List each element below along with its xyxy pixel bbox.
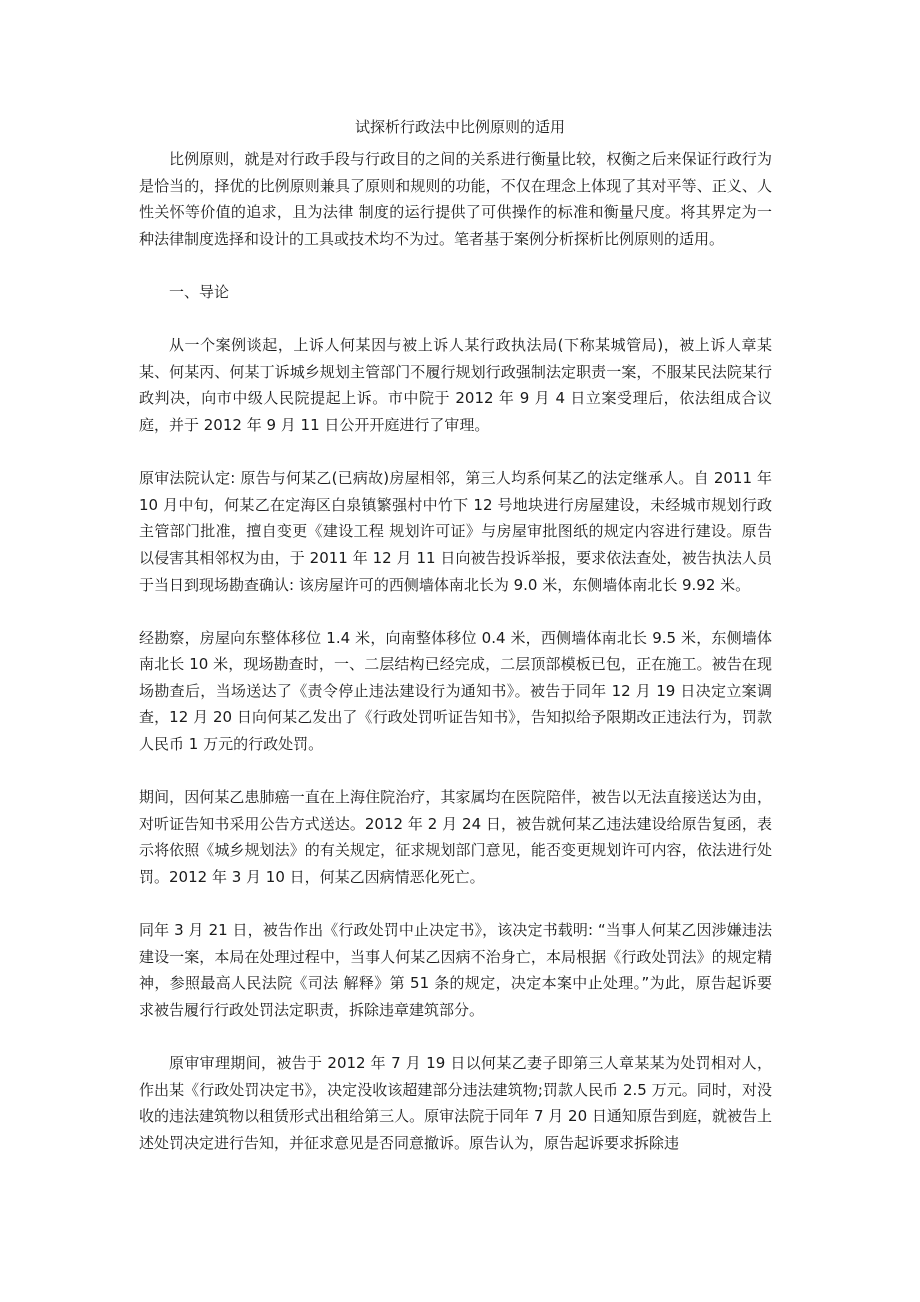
document-body xyxy=(139,146,772,1183)
section-heading-introduction: 一、导论 xyxy=(169,282,230,301)
paragraph-penalty-decision: 原审审理期间，被告于 2012 年 7 月 19 日以何某乙妻子即第三人章某某为处罚相对人，作出某《行政处罚决定书》，决定没收该超建部分违法建筑物;罚款人民币 2.5 万元。同时，对没收的违法建筑物以租赁形式出租给第三人。原审法院于同年 7 月 20 日通知原告到庭，就被告上述处罚决定进行告知，并征求意见是否同意撤诉。原告认为，原告起诉要求拆除违 xyxy=(139,1054,772,1152)
paragraph-case-background: 从一个案例谈起，上诉人何某因与被上诉人某行政执法局(下称某城管局)，被上诉人章某某、何某丙、何某丁诉城乡规划主管部门不履行规划行政强制法定职责一案，不服某民法院某行政判决，向市中级人民院提起上诉。市中院于 2012 年 9 月 4 日立案受理后，依法组成合议庭，并于 2012 年 9 月 11 日公开开庭进行了审理。 xyxy=(139,336,772,434)
paragraph-survey-results: 经勘察，房屋向东整体移位 1.4 米，向南整体移位 0.4 米，西侧墙体南北长 9.5 米，东侧墙体南北长 10 米，现场勘查时，一、二层结构已经完成，二层顶部模板已包，正在施工。被告在现场勘查后，当场送达了《责令停止违法建设行为通知书》。被告于同年 12 月 19 日决定立案调查，12 月 20 日向何某乙发出了《行政处罚听证告知书》，告知拟给予限期改正违法行为，罚款人民币 1 万元的行政处罚。 xyxy=(139,628,772,754)
paragraph-suspension-decision: 同年 3 月 21 日，被告作出《行政处罚中止决定书》，该决定书载明: “当事人何某乙因涉嫌违法建设一案，本局在处理过程中，当事人何某乙因病不治身亡，本局根据《行政处罚法》的规定精神，参照最高人民法院《司法 解释》第 51 条的规定，决定本案中止处理。”为此，原告起诉要求被告履行行政处罚法定职责，拆除违章建筑部分。 xyxy=(139,921,772,1019)
paragraph-hearing-notice: 期间，因何某乙患肺癌一直在上海住院治疗，其家属均在医院陪伴，被告以无法直接送达为由，对听证告知书采用公告方式送达。2012 年 2 月 24 日，被告就何某乙违法建设给原告复函，表示将依照《城乡规划法》的有关规定，征求规划部门意见，能否变更规划许可内容，依法进行处罚。2012 年 3 月 10 日，何某乙因病情恶化死亡。 xyxy=(139,788,772,887)
paragraph-original-trial-findings: 原审法院认定: 原告与何某乙(已病故)房屋相邻，第三人均系何某乙的法定继承人。自 2011 年 10 月中旬，何某乙在定海区白泉镇繁强村中竹下 12 号地块进行房屋建设，未经城市规划行政主管部门批准，擅自变更《建设工程 规划许可证》与房屋审批图纸的规定内容进行建设。原告以侵害其相邻权为由，于 2011 年 12 月 11 日向被告投诉举报，要求依法查处，被告执法人员于当日到现场勘查确认: 该房屋许可的西侧墙体南北长为 9.0 米，东侧墙体南北长 9.92 米。 xyxy=(139,469,772,594)
paragraph-intro: 比例原则，就是对行政手段与行政目的之间的关系进行衡量比较，权衡之后来保证行政行为是恰当的，择优的比例原则兼具了原则和规则的功能，不仅在理念上体现了其对平等、正义、人性关怀等价值的追求，且为法律 制度的运行提供了可供操作的标准和衡量尺度。将其界定为一种法律制度选择和设计的工具或技术均不为过。笔者基于案例分析探析比例原则的适用。 xyxy=(139,150,772,248)
document-title: 试探析行政法中比例原则的适用 xyxy=(354,118,565,136)
